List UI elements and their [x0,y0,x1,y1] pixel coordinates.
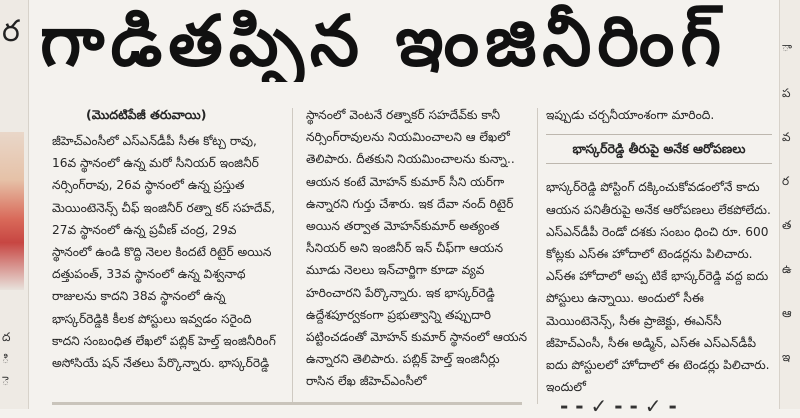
column-3-text: భాస్కర్‌రెడ్డి పోస్టింగ్ దక్కించుకోవడంలోనే కాదు ఆయన పనితీరుపై అనేక ఆరోపణలు లేకపోలేదు. ఎస్‌ఎన్‌డీపీ రెండో దశకు సంబం ధించి రూ. 600 కోట్లకు ఎస్‌ఈ హోదాలో టెండర్లను పిలిచారు. ఎస్‌ఈ హోదాలో అప్ప టికే భాస్కర్‌రెడ్డి వద్ద ఐదు పోస్టులు ఉన్నాయి. అందులో సీఈ మెయింటెనెన్స్, సీఈ ప్రాజెక్టు, ఈఎన్‌సీ జీహెచ్‌ఎంసీ, సీఈ అడ్మిన్, ఎస్‌ఈ ఎస్‌ఎన్‌డీపీ ఐదు పోస్టులలో హోదాలో ఈ టెండర్లు పిలిచారు. ఇందులో [546,180,771,395]
column-3-intro: ఇప్పుడు చర్చనీయాంశంగా మారింది. [546,108,715,122]
next-article-cut-headline: - - ✓ - - ✓ - [560,394,677,418]
headline: గాడితప్పిన ఇంజినీరింగ్ [40,0,728,82]
article-column-1 [52,104,278,374]
left-cut-headline-glyph: ర [2,14,20,49]
column-1-text: జీహెచ్‌ఎంసీలో ఎస్‌ఎన్‌డీపీ సీఈ కోట్చ రావు, 16వ స్థానంలో ఉన్న మరో సీనియర్ ఇంజినీర్ నర్సింగ్‌రావు, 26వ స్థానంలో ఉన్న ప్రస్తుత మెయింటెనెన్స్ చీఫ్ ఇంజినీర్ రత్నా కర్ సహదేవ్, 27వ స్థానంలో ఉన్న ప్రవీణ్ చంద్ర, 29వ స్థానంలో ఉండి కొద్ది నెలల కిందటే రిటైర్ అయిన దత్తుపంత్, 33వ స్థానంలో ఉన్న విశ్వనాథ రాజులను కాదని 38వ స్థానంలో ఉన్న భాస్కర్‌రెడ్డికి కీలక పోస్టులు ఇవ్వడం సరైంది కాదని సంబంధిత లేఖలో పబ్లిక్ హెల్త్ ఇంజినీరింగ్ అసోసియే షన్ నేతలు పేర్కొన్నారు. భాస్కర్‌రెడ్డి [52,134,276,371]
column-divider [537,108,538,404]
bottom-divider [52,402,522,405]
article-column-3 [546,104,772,398]
left-cut-photo [0,132,24,290]
column-2-text: స్థానంలో వెంటనే రత్నాకర్ సహదేవ్‌కు కానీ నర్సింగ్‌రావులను నియమించాలని ఆ లేఖలో తెలిపారు. దీతకుని నియమించాలను కున్నా.. ఆయన కంటే మోహన్ కుమార్ సీని యర్‌గా ఉన్నారని గుర్తు చేశారు. ఇక దేవా నంద్ రిటైర్ అయిన తర్వాత మోహన్‌కుమార్ అత్యంత సీనియర్ అని ఇంజినీర్ ఇన్ చీఫ్‌గా ఆయన మూడు నెలలు ఇన్‌చార్జిగా కూడా వ్యవ హరించారని పేర్కొన్నారు. ఇక భాస్కర్‌రెడ్డి ఉద్దేశపూర్వకంగా ప్రభుత్వాన్ని తప్పుదారి పట్టించడంతో మోహన్ కుమార్ స్థానంలో ఆయన ఉన్నారని తెలిపారు. పబ్లిక్ హెల్త్ ఇంజినీర్లు రాసిన లేఖ జీహెచ్‌ఎంసీలో [306,108,528,389]
adjacent-article-left: ర ద ి ె [0,0,29,409]
article-column-2 [306,104,528,393]
adjacent-article-right: ా ప వ ర త ఉ ఆ ఇ [779,0,800,409]
column-divider [292,108,293,404]
column-3-subheading: భాస్కర్‌రెడ్డి తీరుపై అనేక ఆరోపణలు [546,134,772,164]
continuation-label: (మొదటిపేజీ తరువాయి) [86,107,207,122]
